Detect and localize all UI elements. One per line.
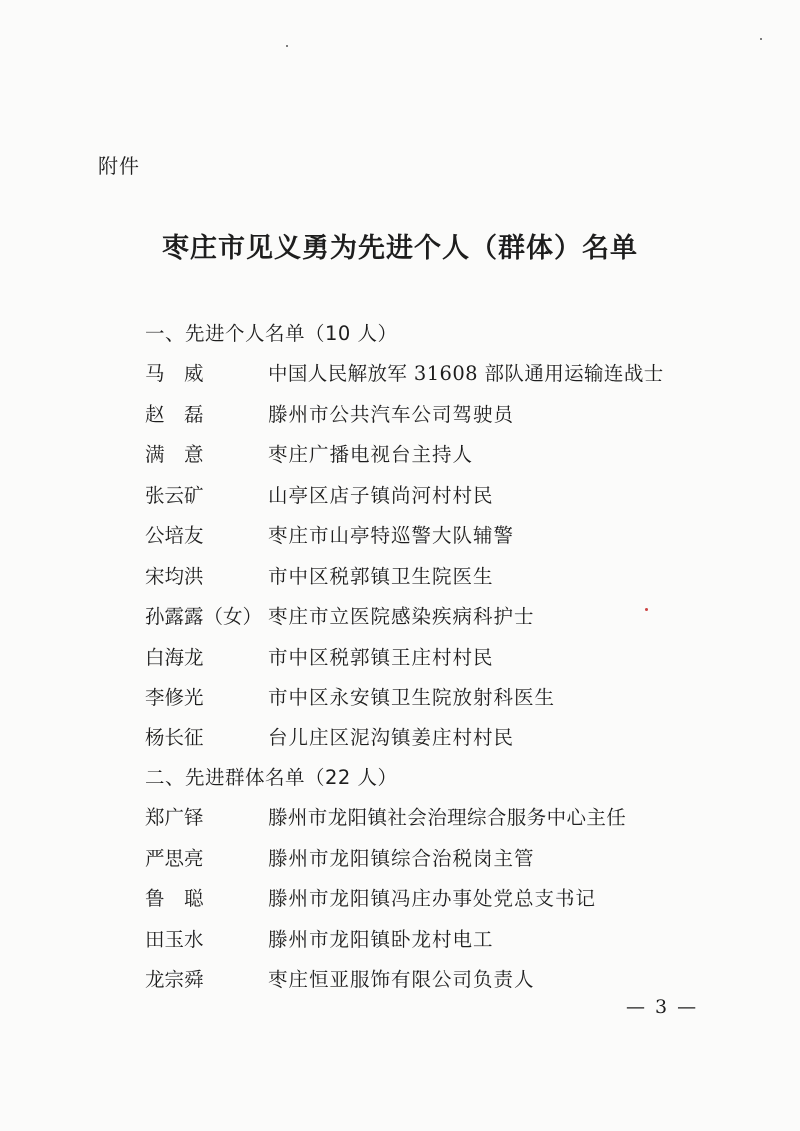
person-name: 满 意 [145, 443, 204, 466]
person-name: 宋均洪 [145, 565, 204, 588]
document-title: 枣庄市见义勇为先进个人（群体）名单 [162, 233, 638, 264]
list-item [0, 722, 800, 762]
person-name: 龙宗舜 [145, 968, 204, 991]
section-heading-individuals: 一、先进个人名单（10 人） [145, 322, 398, 345]
scan-speck [645, 608, 648, 611]
list-item [0, 520, 800, 560]
page-number: — 3 — [626, 996, 699, 1018]
person-description: 枣庄市立医院感染疾病科护士 [268, 605, 535, 628]
person-description: 滕州市龙阳镇卧龙村电工 [268, 928, 494, 951]
person-description: 市中区税郭镇卫生院医生 [268, 565, 494, 588]
list-item [0, 358, 800, 398]
list-item [0, 439, 800, 479]
person-description: 中国人民解放军 31608 部队通用运输连战士 [268, 362, 664, 385]
person-name: 李修光 [145, 686, 204, 709]
section-heading-groups: 二、先进群体名单（22 人） [145, 766, 398, 789]
person-name: 田玉水 [145, 928, 204, 951]
list-item [0, 480, 800, 520]
person-description: 市中区税郭镇王庄村村民 [268, 646, 494, 669]
person-name: 公培友 [145, 524, 204, 547]
person-description: 滕州市龙阳镇社会治理综合服务中心主任 [268, 806, 627, 829]
list-item [0, 682, 800, 722]
person-description: 山亭区店子镇尚河村村民 [268, 484, 494, 507]
list-item [0, 399, 800, 439]
list-item [0, 642, 800, 682]
list-item [0, 924, 800, 964]
person-description: 台儿庄区泥沟镇姜庄村村民 [268, 726, 515, 749]
scan-speck [286, 45, 288, 47]
list-item [0, 883, 800, 923]
list-item [0, 561, 800, 601]
person-description: 枣庄市山亭特巡警大队辅警 [268, 524, 515, 547]
person-name: 孙露露（女） [145, 605, 263, 628]
person-description: 滕州市龙阳镇综合治税岗主管 [268, 847, 535, 870]
list-item [0, 601, 800, 641]
person-description: 枣庄恒亚服饰有限公司负责人 [268, 968, 535, 991]
person-name: 郑广铎 [145, 806, 204, 829]
attachment-label: 附件 [98, 154, 140, 178]
list-item [0, 802, 800, 842]
person-description: 枣庄广播电视台主持人 [268, 443, 474, 466]
person-name: 赵 磊 [145, 403, 204, 426]
person-description: 滕州市公共汽车公司驾驶员 [268, 403, 515, 426]
person-name: 杨长征 [145, 726, 204, 749]
list-item [0, 843, 800, 883]
person-name: 鲁 聪 [145, 887, 204, 910]
person-name: 白海龙 [145, 646, 204, 669]
person-description: 滕州市龙阳镇冯庄办事处党总支书记 [268, 887, 597, 910]
person-name: 严思亮 [145, 847, 204, 870]
person-description: 市中区永安镇卫生院放射科医生 [268, 686, 556, 709]
scan-speck [760, 38, 762, 40]
person-name: 马 威 [145, 362, 204, 385]
person-name: 张云矿 [145, 484, 204, 507]
